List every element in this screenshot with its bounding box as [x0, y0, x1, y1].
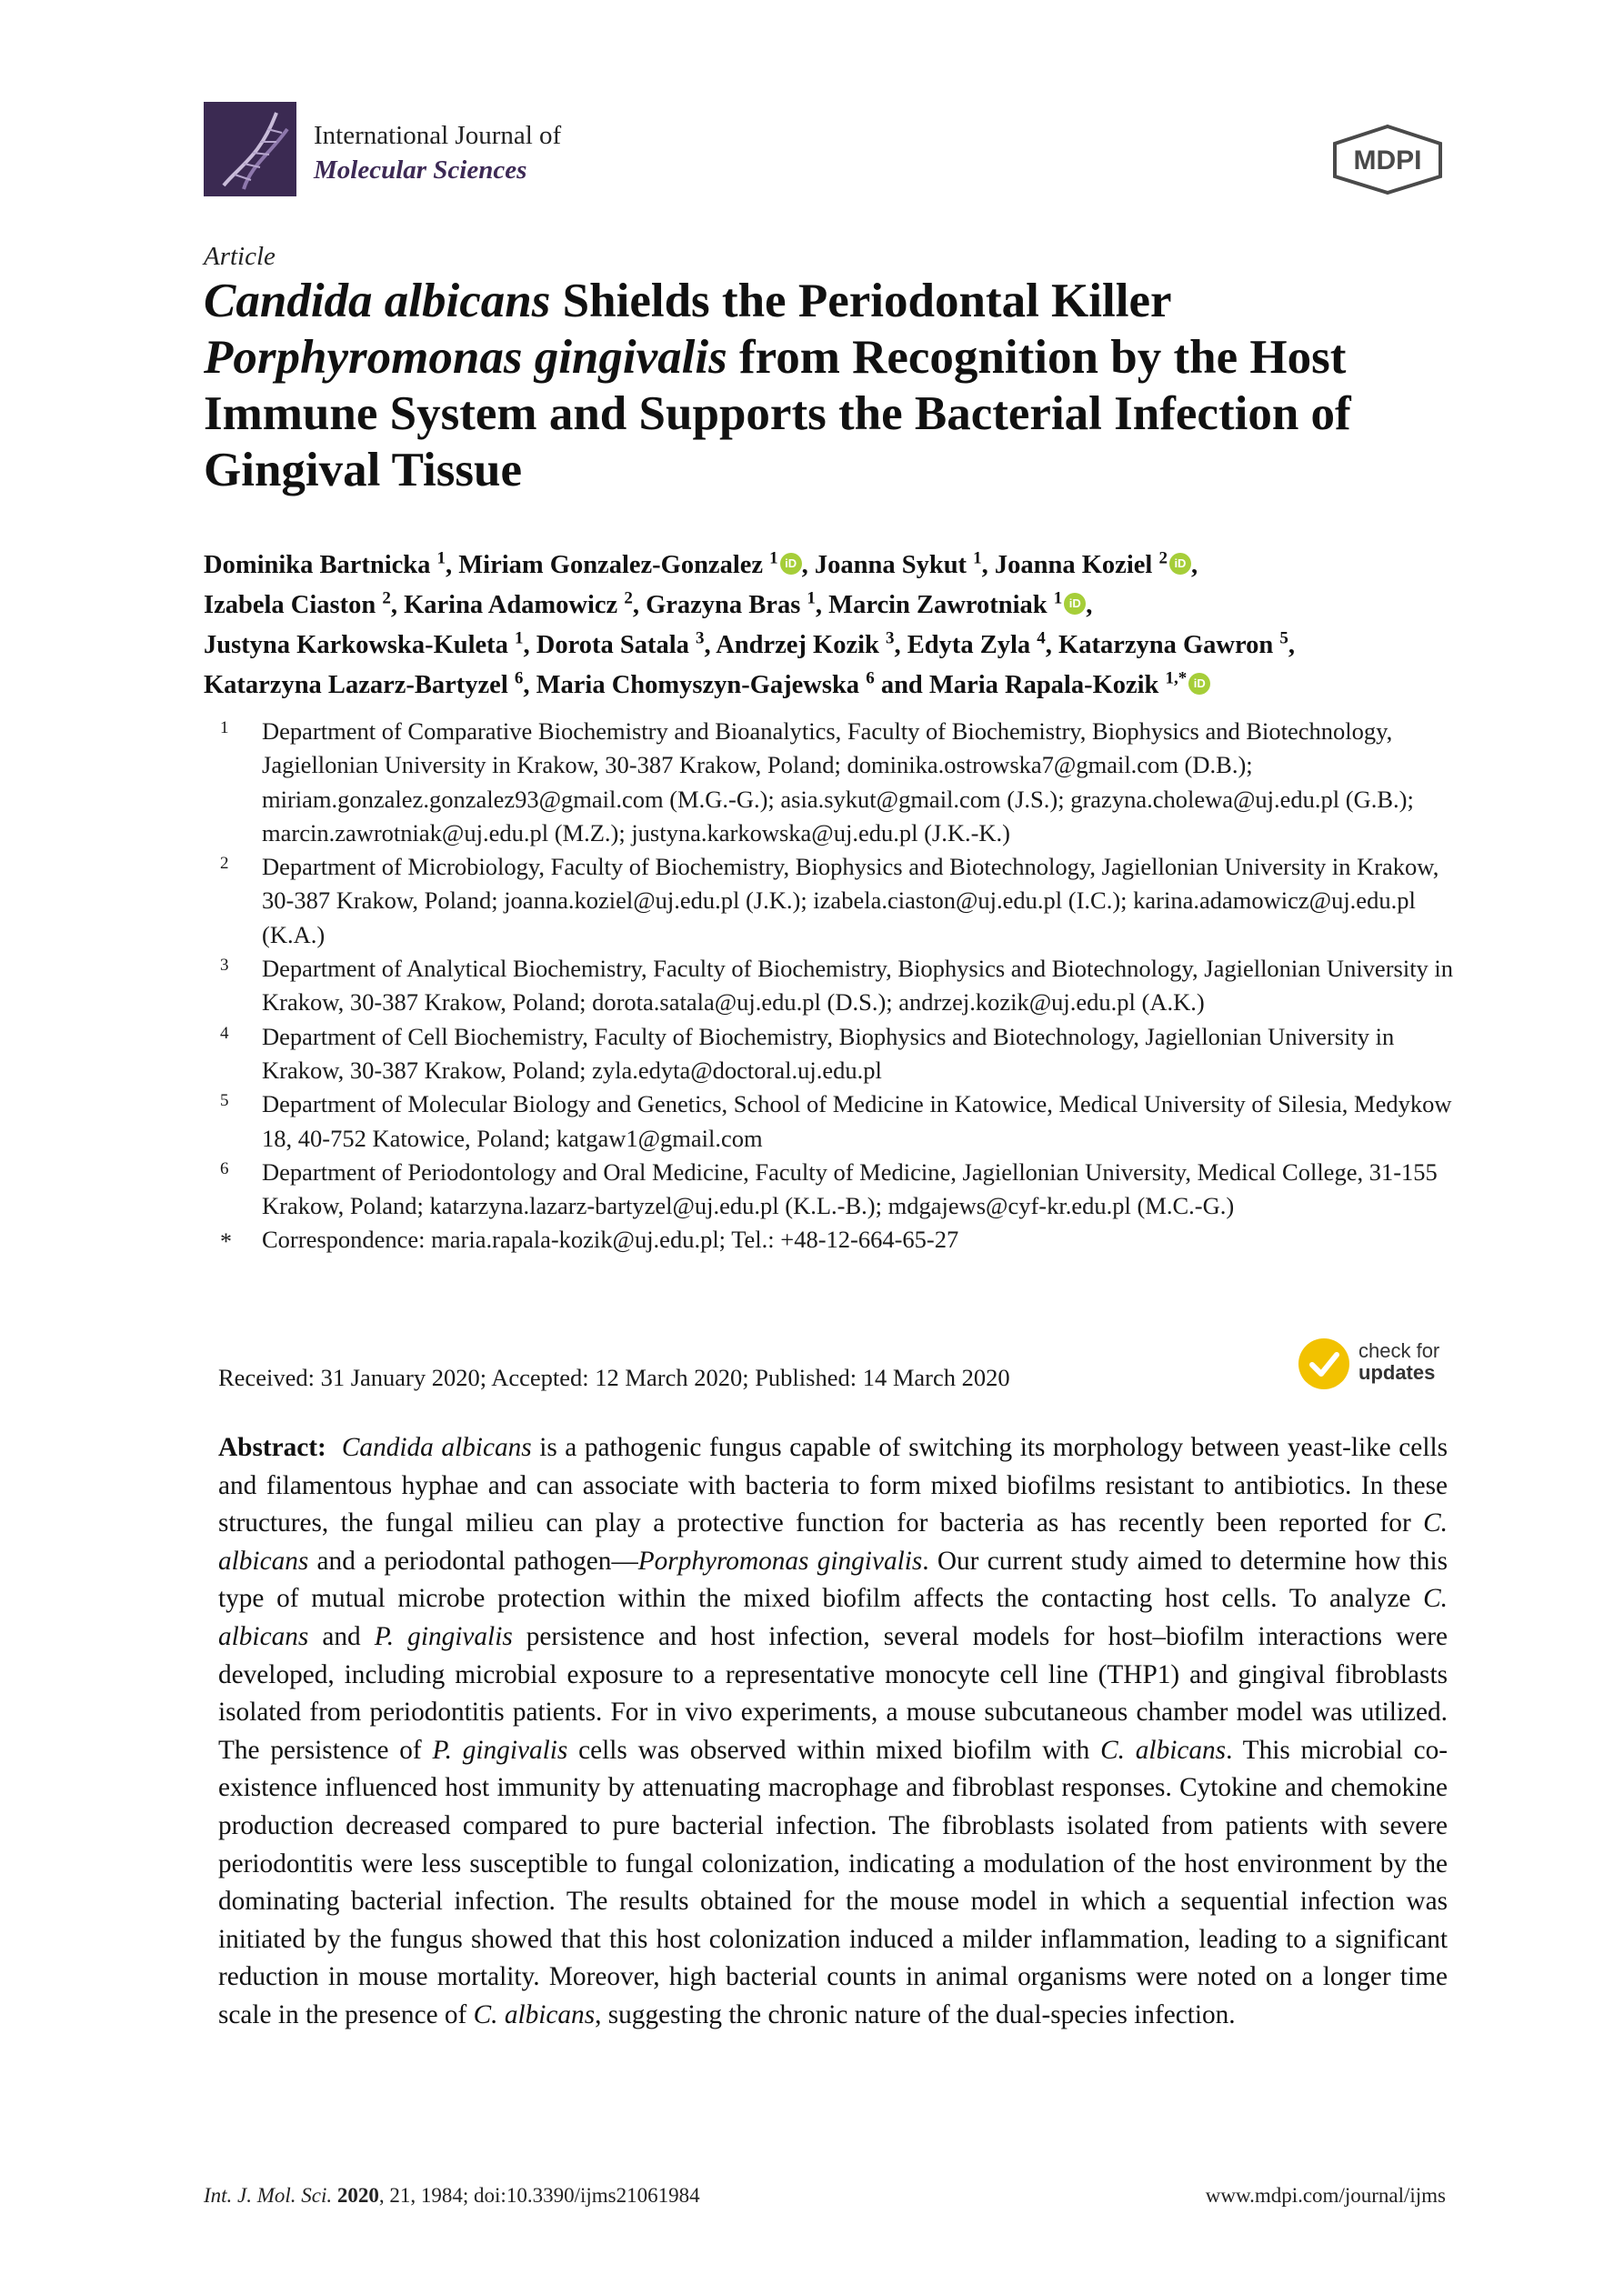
title-part-4: from Recognition by the Host Immune System and Supports the Bacterial Infection of Gingival Tissue — [204, 331, 1351, 496]
abstract-segment: persistence and host infection, several models for host–biofilm interactions were developed, including microbial exposure to a representative monocyte cell line (THP1) and gingival fibroblasts isolated from periodontitis patients. For in vivo experiments, a mouse subcutaneous chamber model was utilized. The persistence of — [218, 1621, 1449, 1765]
author-name: Maria Rapala-Kozik — [928, 671, 1159, 699]
affiliation-number: 4 — [220, 1023, 229, 1043]
correspondence-text: Correspondence: maria.rapala-kozik@uj.edu.pl; Tel.: +48-12-664-65-27 — [262, 1226, 959, 1254]
affiliation-number: 5 — [220, 1091, 229, 1111]
affiliation-item — [218, 715, 1464, 850]
citation-footer — [204, 2184, 700, 2208]
author-affiliation-number: 1 — [515, 628, 524, 648]
journal-name — [314, 118, 561, 187]
publication-dates: Received: 31 January 2020; Accepted: 12 March 2020; Published: 14 March 2020 — [218, 1364, 1010, 1391]
check-for-updates-button[interactable] — [1298, 1337, 1453, 1395]
author-affiliation-number: 2 — [624, 588, 633, 608]
author-name: Grazyna Bras — [646, 591, 801, 619]
orcid-icon[interactable]: iD — [1188, 673, 1210, 695]
author-affiliation-number: 3 — [696, 628, 705, 648]
author-name: Katarzyna Lazarz-Bartyzel — [204, 671, 508, 699]
check-updates-line2: updates — [1358, 1361, 1436, 1384]
abstract-label: Abstract: — [218, 1433, 326, 1462]
author-name: Joanna Koziel — [994, 551, 1153, 579]
affiliation-text: Department of Molecular Biology and Genetics, School of Medicine in Katowice, Medical University of Silesia, Medykow 18, 40-752 Katowice, Poland; katgaw1@gmail.com — [262, 1090, 1452, 1152]
affiliation-text: Department of Cell Biochemistry, Faculty of Biochemistry, Biophysics and Biotechnology, Jagiellonian University in Krakow, 30-387 Krakow, Poland; zyla.edyta@doctoral.uj.edu.pl — [262, 1022, 1395, 1084]
affiliation-text: Department of Periodontology and Oral Medicine, Faculty of Medicine, Jagiellonian University, Medical College, 31-155 Krakow, Poland; katarzyna.lazarz-bartyzel@uj.edu.pl (K.L.-B.); mdgajews@cyf-kr.edu.pl (M.C.-G.) — [262, 1157, 1438, 1220]
article-type: Article — [204, 242, 276, 271]
author-affiliation-number: 2 — [1158, 548, 1168, 568]
affiliation-number: 6 — [220, 1158, 229, 1178]
abstract-segment: C. albicans — [218, 1584, 1448, 1651]
abstract-segment: . This microbial co-existence influenced host immunity by attenuating macrophage and fibroblast responses. Cytokine and chemokine production decreased compared to pure bacterial infection. The fibroblasts isolated from patients with severe periodontitis were less susceptible to fungal colonization, indicating a modulation of the host environment by the dominating bacterial infection. The results obtained for the mouse model in which a sequential infection was initiated by the fungus showed that this host colonization induced a milder inflammation, leading to a significant reduction in mouse mortality. Moreover, high bacterial counts in animal organisms were noted on a longer time scale in the presence of — [218, 1735, 1449, 2029]
citation-details: , 21, 1984; doi:10.3390/ijms21061984 — [378, 2184, 700, 2207]
author-name: Miriam Gonzalez-Gonzalez — [458, 551, 764, 579]
orcid-icon[interactable]: iD — [1169, 553, 1191, 575]
affiliation-number: 2 — [220, 854, 229, 874]
title-part-3: Porphyromonas gingivalis — [204, 331, 727, 384]
orcid-icon[interactable]: iD — [780, 553, 802, 575]
author-name: Dorota Satala — [536, 631, 689, 659]
author-affiliation-number: 1 — [973, 548, 982, 568]
abstract-segment: cells was observed within mixed biofilm with — [567, 1735, 1101, 1765]
affiliation-item — [218, 952, 1464, 1020]
author-name: Karina Adamowicz — [404, 591, 618, 619]
author-name: Maria Chomyszyn-Gajewska — [536, 671, 860, 699]
affiliation-item — [218, 1087, 1464, 1156]
mdpi-logo — [1329, 124, 1446, 195]
title-part-2: Shields the Periodontal Killer — [550, 275, 1171, 327]
article-title — [204, 273, 1459, 498]
author-name: Dominika Bartnicka — [204, 551, 431, 579]
abstract-segment: P. gingivalis — [432, 1735, 568, 1765]
correspondence-marker: * — [220, 1228, 232, 1256]
author-affiliation-number: 5 — [1279, 628, 1288, 648]
author-affiliation-number: 6 — [866, 668, 875, 688]
publication-year: 2020 — [336, 2184, 379, 2207]
abstract-segment: C. albicans — [1100, 1735, 1227, 1765]
abstract — [218, 1429, 1448, 2035]
journal-abbreviation: Int. J. Mol. Sci. — [204, 2184, 333, 2207]
author-name: Andrzej Kozik — [716, 631, 879, 659]
author-affiliation-number: 6 — [514, 668, 524, 688]
abstract-segment: Candida albicans — [341, 1433, 532, 1462]
journal-url-link[interactable]: www.mdpi.com/journal/ijms — [1205, 2184, 1446, 2207]
author-name: Izabela Ciaston — [204, 591, 376, 619]
affiliation-item — [218, 850, 1464, 952]
affiliation-item — [218, 1020, 1464, 1088]
author-name: Edyta Zyla — [907, 631, 1031, 659]
author-affiliation-number: 3 — [886, 628, 895, 648]
author-affiliation-number: 1 — [769, 548, 778, 568]
abstract-segment: C. albicans — [218, 1508, 1448, 1576]
abstract-segment: and — [308, 1621, 375, 1651]
abstract-segment: . Our current study aimed to determine how this type of mutual microbe protection within the mixed biofilm affects the contacting host cells. To analyze — [218, 1546, 1448, 1614]
affiliation-number: 1 — [220, 718, 229, 737]
author-affiliation-number: 1,* — [1165, 668, 1188, 688]
author-name: Joanna Sykut — [814, 551, 967, 579]
abstract-segment: is a pathogenic fungus capable of switching its morphology between yeast-like cells and filamentous hyphae and can associate with bacteria to form mixed biofilms resistant to antibiotics. In these structures, the fungal milieu can play a protective function for bacteria as has recently been reported for — [218, 1433, 1448, 1538]
abstract-segment: and a periodontal pathogen— — [308, 1546, 638, 1576]
correspondence-item — [218, 1223, 1464, 1257]
abstract-segment: , suggesting the chronic nature of the dual-species infection. — [595, 1999, 1236, 2029]
journal-logo — [204, 102, 296, 196]
affiliation-number: 3 — [220, 956, 229, 976]
abstract-segment: C. albicans — [473, 1999, 596, 2029]
journal-name-line1: International Journal of — [314, 121, 562, 150]
author-affiliation-number: 1 — [436, 548, 446, 568]
journal-name-line2: Molecular Sciences — [314, 155, 527, 185]
check-updates-line1: check for — [1358, 1339, 1440, 1362]
author-affiliation-number: 4 — [1037, 628, 1046, 648]
affiliation-item — [218, 1156, 1464, 1224]
checkmark-icon — [1298, 1338, 1349, 1389]
orcid-icon[interactable]: iD — [1064, 593, 1086, 615]
affiliations — [218, 715, 1464, 1257]
author-name: Katarzyna Gawron — [1058, 631, 1274, 659]
mdpi-logo-text: MDPI — [1353, 145, 1422, 175]
author-name: Marcin Zawrotniak — [828, 591, 1048, 619]
title-part-1: Candida albicans — [204, 275, 551, 327]
affiliation-text: Department of Microbiology, Faculty of Biochemistry, Biophysics and Biotechnology, Jagiellonian University in Krakow, 30-387 Krakow, Poland; joanna.koziel@uj.edu.pl (J.K.); izabela.ciaston@uj.edu.pl (I.C.); karina.adamowicz@uj.edu.pl (K.A.) — [262, 853, 1439, 948]
author-affiliation-number: 2 — [382, 588, 391, 608]
abstract-segment: P. gingivalis — [374, 1621, 513, 1651]
abstract-segment: Porphyromonas gingivalis — [637, 1546, 923, 1576]
author-list: Dominika Bartnicka $^1$, Miriam Gonzalez-Gonzalez $^1$ iD , Joanna Sykut $^1$, Joanna Koziel $^2$ iD , Izabela Ciaston $^2$, Karina Adamowicz $^2$, Grazyna Bras $^1$, Marcin Zawrotniak $^1$ iD , Justyna Karkowska-Kuleta $^1$, Dorota Satala $^3$, Andrzej Kozik $^3$, Edyta Zyla $^4$, Katarzyna Gawron $^5$, Katarzyna Lazarz-Bartyzel $^6$, Maria Chomyszyn-Gajewska $^6$ and Maria Rapala-Kozik $^{1,*}$ iD — [204, 548, 1295, 699]
affiliation-text: Department of Analytical Biochemistry, Faculty of Biochemistry, Biophysics and Biotechnology, Jagiellonian University in Krakow, 30-387 Krakow, Poland; dorota.satala@uj.edu.pl (D.S.); andrzej.kozik@uj.edu.pl (A.K.) — [262, 955, 1454, 1017]
affiliation-text: Department of Comparative Biochemistry and Bioanalytics, Faculty of Biochemistry, Biophysics and Biotechnology, Jagiellonian University in Krakow, 30-387 Krakow, Poland; dominika.ostrowska7@gmail.com (D.B.); miriam.gonzalez.gonzalez93@gmail.com (M.G.-G.); asia.sykut@gmail.com (J.S.); grazyna.cholewa@uj.edu.pl (G.B.); marcin.zawrotniak@uj.edu.pl (M.Z.); justyna.karkowska@uj.edu.pl (J.K.-K.) — [262, 717, 1414, 846]
author-name: Justyna Karkowska-Kuleta — [204, 631, 508, 659]
author-affiliation-number: 1 — [1053, 588, 1063, 608]
author-affiliation-number: 1 — [807, 588, 816, 608]
